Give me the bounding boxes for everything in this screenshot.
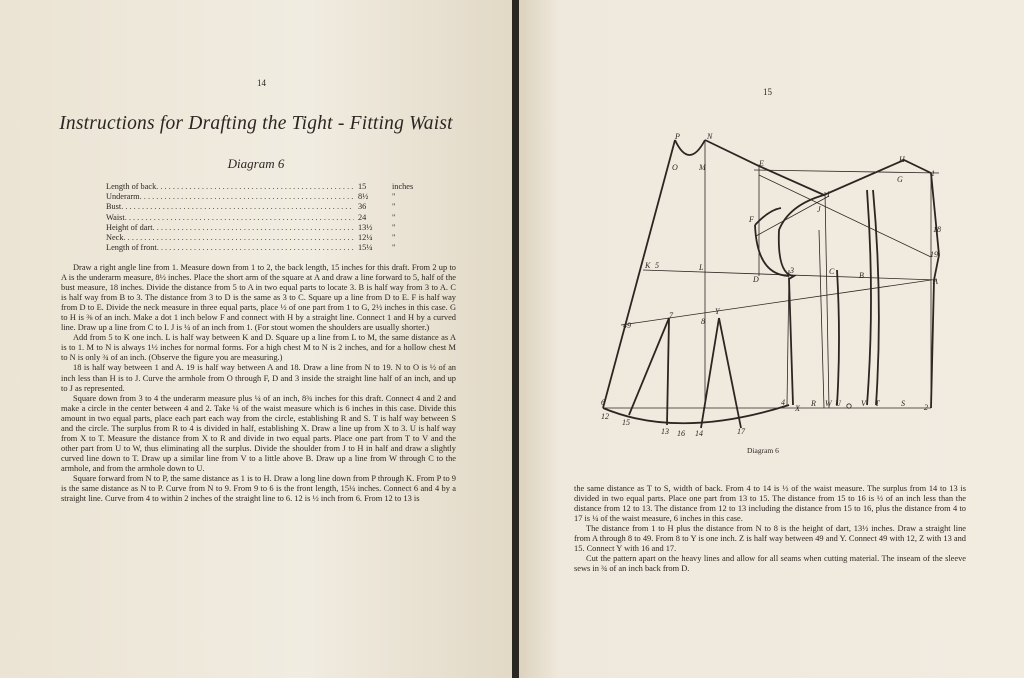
diagram-label: D [753,275,759,284]
paragraph: Square forward from N to P, the same distance as 1 is to H. Draw a long line down from P through K. From P to 9 is the same distance as N to P. Curve from N to 9. From 9 to 6 is the front length, 15¼ inches. Connect 6 and 4 by a straight line. Curve from 4 to within 2 inches of the straight line to 6. 12 is ½ inch from 6. From 12 to 13 is [61,473,456,504]
diagram-label: G [897,175,903,184]
diagram-label: B [859,271,864,280]
diagram-label: W [825,399,832,408]
diagram-label: 49 [623,321,631,330]
paragraph: 18 is half way between 1 and A. 19 is half way between A and 18. Draw a line from N to 19. N to O is ½ of an inch less than H is to J. Curve the armhole from O through F, D and 3 inside the straight line half of an inch, and up to J as represented. [61,363,456,393]
diagram-label: U [835,399,841,408]
diagram-label: 16 [677,429,685,438]
page-number: 14 [257,78,266,88]
diagram-label: 3 [790,266,794,275]
diagram-label: A [933,277,938,286]
diagram-label: 6 [601,398,605,407]
diagram-label: 5 [655,261,659,270]
diagram-caption: Diagram 6 [747,446,779,455]
diagram-label: X [795,404,800,413]
measurement-row: Height of dart . . . 13½ " [106,223,426,233]
paragraph: Square down from 3 to 4 the underarm measure plus ¼ of an inch, 8¾ inches for this draft. Connect 4 and 2 and make a circle in the center between 4 and 2. Take ¼ of the waist measure which is 6 inches in this case. Divide this amount in two equal parts, place each part each way from the circle, establishing R and S. T is half way between S and the circle. The surplus from R to 4 is divided in half, establishing X. Draw a line up from X to 3. U is half way from X to T. Measure the distance from X to R and divide in two equal parts. Place one part from T to V and the other part from U to W, thus eliminating all the surplus. Divide the shoulder from J to H in half and draw a slightly curved line down to T. Draw up a similar line from V to a little above B. Draw up a line from W through C to the armhole, and from the armhole down to U. [61,393,456,473]
diagram-label: P [675,132,680,141]
measurement-row: Waist . . . 24 " [106,213,426,223]
paragraph: Add from 5 to K one inch. L is half way between K and D. Square up a line from L to M, the same distance as A is to 1. M to N is always 1½ inches for normal forms. For a high chest M to N is 2 inches, and for a hollow chest M to N is only ¾ of an inch. (Observe the figure you are measuring.) [61,333,456,363]
measurement-row: Underarm . . . 8½ " [106,192,426,202]
diagram-label: 18 [933,225,941,234]
diagram-label: 19 [930,250,938,259]
guide-lines [603,140,939,408]
right-page [519,0,1024,678]
measurements-table [106,182,426,253]
instructions-text-continued [574,484,966,574]
page-number: 15 [763,87,772,97]
diagram-label: I [827,190,830,199]
diagram-labels [601,132,941,438]
measurement-row: Neck . . . 12¼ " [106,233,426,243]
diagram-label: 7 [669,311,673,320]
diagram-label: E [759,159,764,168]
pattern-diagram [519,0,1024,460]
measurement-row: Length of front . . . 15¼ " [106,243,426,253]
diagram-label: 12 [601,412,609,421]
diagram-label: C [829,267,835,276]
pattern-outline [603,140,939,428]
diagram-label: 4 [781,398,785,407]
diagram-label: H [899,155,905,164]
diagram-label: M [699,163,706,172]
page-title: Instructions for Drafting the Tight - Fitting Waist [59,113,453,134]
diagram-label: V [861,399,866,408]
measurement-row: Bust . . . 36 " [106,202,426,212]
diagram-label: S [901,399,905,408]
paragraph: Draw a right angle line from 1. Measure down from 1 to 2, the back length, 15 inches for this draft. From 2 up to A is the underarm measure, 8½ inches. Place the short arm of the square at A and draw a line forward to 5, half of the bust measure, 18 inches. Divide the distance from 5 to A in two equal parts to locate 3. B is half way from 3 to A. C is half way from B to 3. The distance from 3 to D is the same as 3 to C. Square up a line from D to E. F is half way from D to E. Divide the neck measure in three equal parts, place ½ of one part from 1 to G, 2½ inches in this case. G to H is ⅜ of an inch. Make a dot 1 inch below F and connect with H by a straight line. Connect 1 and H by a curved line. Draw up a line from C to I. J is ¼ of an inch from 1. (For stout women the shoulders are usually shorter.) [61,263,456,333]
paragraph: Cut the pattern apart on the heavy lines and allow for all seams when cutting material. The inseam of the sleeve sews in ¾ of an inch back from D. [574,554,966,574]
diagram-label: Y [715,307,720,316]
paragraph: the same distance as T to S, width of back. From 4 to 14 is ½ of the waist measure. The surplus from 14 to 13 is divided in two equal parts. Place one part from 13 to 15. The distance from 15 to 16 is ½ of an inch less than the distance from 12 to 13. The distance from 12 to 13 including the distance from 15 to 16, plus the distance from 4 to 17 is ¼ of the waist measure, 6 inches in this case. [574,484,966,524]
diagram-label: 1 [931,169,935,178]
diagram-label: 8 [701,317,705,326]
diagram-label: 17 [737,427,745,436]
diagram-label: 14 [695,429,703,438]
diagram-label: O [672,163,678,172]
diagram-label: F [749,215,754,224]
diagram-label: L [699,263,704,272]
instructions-text [61,263,456,504]
paragraph: The distance from 1 to H plus the distance from N to 8 is the height of dart, 13½ inches. Draw a straight line from A through 8 to 49. From 8 to Y is one inch. Z is half way between 49 and Y. Connect 49 with 12, Z with 13 and 15. Connect Y with 16 and 17. [574,524,966,554]
diagram-label: N [707,132,713,141]
book-gutter [512,0,519,678]
diagram-label: 2 [924,403,928,412]
measurement-row: Length of back . . . 15 inches [106,182,426,192]
diagram-subtitle: Diagram 6 [227,156,285,171]
diagram-label: T [875,399,880,408]
diagram-label: 15 [622,418,630,427]
diagram-label: 13 [661,427,669,436]
diagram-label: K [645,261,651,270]
center-circle [847,404,851,408]
diagram-label: R [811,399,816,408]
diagram-label: J [817,205,821,214]
